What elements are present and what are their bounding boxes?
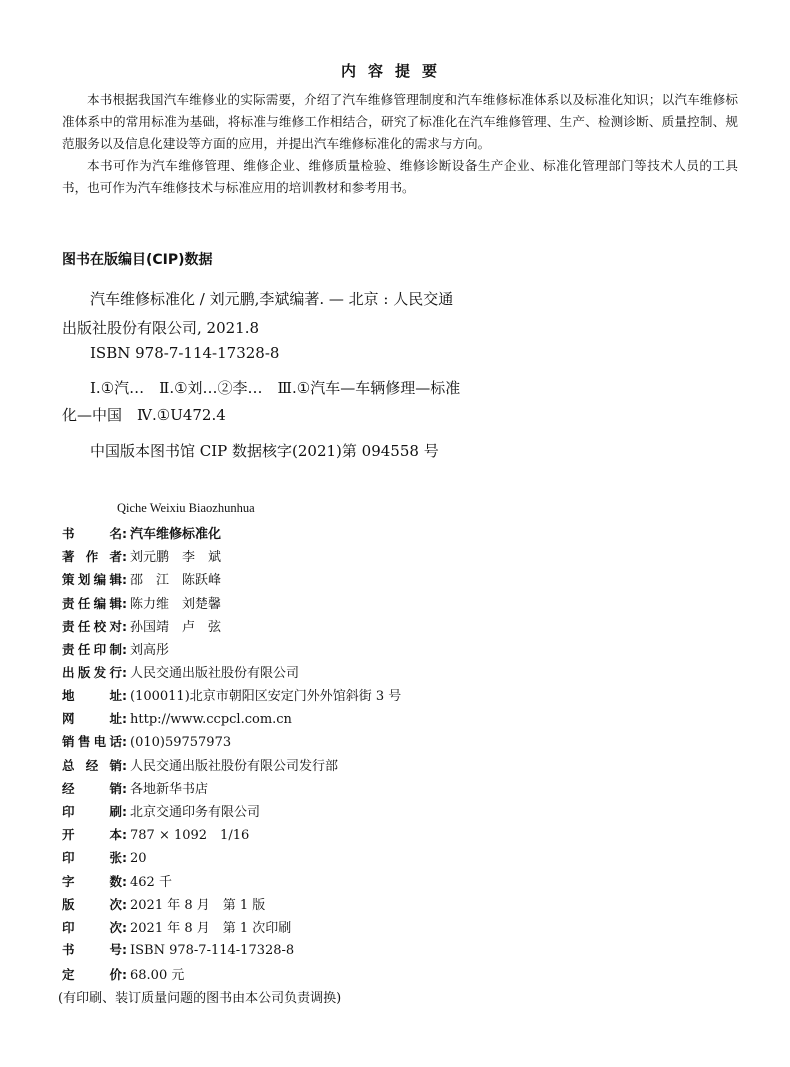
info-value: 邵 江 陈跃峰 [130,573,222,589]
cip-line-classification-cont: 化—中国 Ⅳ.①U472.4 [62,406,226,424]
summary-paragraph-1: 本书根据我国汽车维修业的实际需要，介绍了汽车维修管理制度和汽车维修标准体系以及标准化知识；以汽车维修标准体系中的常用标准为基础，将标准与维修工作相结合，研究了标准化在汽车维修管理、生产、检测诊断、质量控制、规范服务以及信息化建设等方面的应用，并提出汽车维修标准化的需求与方向。 [62,92,738,151]
footnote: (有印刷、装订质量问题的图书由本公司负责调换) [58,991,342,1006]
info-label: 印刷 [62,804,122,820]
info-value: 2021 年 8 月 第 1 版 [130,898,266,913]
cip-heading: 图书在版编目(CIP)数据 [62,252,213,268]
info-value: 刘高彤 [130,642,170,658]
info-row-website: 网址 : http://www.ccpcl.com.cn [62,710,292,727]
info-value: 孙国靖 卢 弦 [130,619,222,635]
info-label: 总经销 [62,757,122,773]
cip-line-title: 汽车维修标准化 / 刘元鹏,李斌编著. — 北京 : 人民交通 [90,290,454,308]
info-label: 定价 [62,966,122,982]
info-value: 汽车维修标准化 [130,527,222,542]
info-label: 地址 [62,688,122,704]
info-value: (100011)北京市朝阳区安定门外外馆斜街 3 号 [130,689,402,705]
info-value: 刘元鹏 李 斌 [130,550,222,566]
info-label: 出版发行 [62,665,122,681]
info-row-impression: 印次 : 2021 年 8 月 第 1 次印刷 [62,917,401,940]
info-row-isbn: 书号 : ISBN 978-7-114-17328-8 [62,942,295,959]
cip-line-isbn: ISBN 978-7-114-17328-8 [90,344,280,362]
info-row-general-distributor: 总经销 : 人民交通出版社股份有限公司发行部 [62,755,401,778]
info-label: 责任校对 [62,618,122,634]
info-value: 各地新华书店 [130,782,209,798]
info-label: 书名 [62,526,122,541]
summary-title: 内容提要 [340,62,449,80]
cip-line-verification: 中国版本图书馆 CIP 数据核字(2021)第 094558 号 [90,442,439,460]
info-value: 787 × 1092 1/16 [130,828,250,844]
info-value: 68.00 元 [130,967,185,983]
info-value: 陈力维 刘楚馨 [130,596,222,612]
info-value: ISBN 978-7-114-17328-8 [130,943,295,959]
info-row-printer: 印刷 : 北京交通印务有限公司 [62,801,401,824]
info-value: (010)59757973 [130,734,232,750]
info-label: 印张 [62,849,122,865]
info-label: 策划编辑 [62,572,122,588]
info-label: 责任印制 [62,641,122,657]
info-row-sales-phone: 销售电话 : (010)59757973 [62,733,232,750]
info-row-distributor: 经销 : 各地新华书店 [62,778,401,801]
info-row-word-count: 字数 : 462 千 [62,871,401,894]
cip-line-publisher: 出版社股份有限公司, 2021.8 [62,319,260,337]
pinyin-title: Qiche Weixiu Biaozhunhua [117,501,255,515]
info-row-address: 地址 : (100011)北京市朝阳区安定门外外馆斜街 3 号 [62,685,401,708]
info-label: 印次 [62,920,122,936]
info-value: 2021 年 8 月 第 1 次印刷 [130,921,292,937]
info-label: 开本 [62,827,122,843]
info-row-price: 定价 : 68.00 元 [62,964,401,987]
info-value: 北京交通印务有限公司 [130,805,261,821]
info-label: 书号 [62,942,122,958]
info-value: 人民交通出版社股份有限公司发行部 [130,758,339,774]
info-row-responsible-editor: 责任编辑 : 陈力维 刘楚馨 [62,593,401,616]
info-label: 著作者 [62,549,122,565]
info-row-proofreader: 责任校对 : 孙国靖 卢 弦 [62,616,401,639]
info-row-sheets: 印张 : 20 [62,849,147,866]
info-value: 20 [130,850,147,866]
info-row-title: 书名 : 汽车维修标准化 [62,523,401,546]
info-label: 网址 [62,710,122,726]
info-label: 版次 [62,897,122,912]
info-label: 字数 [62,873,122,889]
info-label: 销售电话 [62,733,122,749]
info-value: 人民交通出版社股份有限公司 [130,666,300,682]
info-row-publisher: 出版发行 : 人民交通出版社股份有限公司 [62,662,401,685]
info-value: http://www.ccpcl.com.cn [130,711,292,727]
info-row-edition: 版次 : 2021 年 8 月 第 1 版 [62,894,401,917]
publication-info [62,523,401,987]
info-row-print-supervisor: 责任印制 : 刘高彤 [62,639,401,662]
info-row-authors: 著作者 : 刘元鹏 李 斌 [62,546,401,569]
cip-line-classification: Ⅰ.①汽… Ⅱ.①刘…②李… Ⅲ.①汽车—车辆修理—标准 [90,379,461,397]
info-row-format: 开本 : 787 × 1092 1/16 [62,824,401,847]
info-value: 462 千 [130,874,172,890]
summary-paragraph-2: 本书可作为汽车维修管理、维修企业、维修质量检验、维修诊断设备生产企业、标准化管理部门等技术人员的工具书，也可作为汽车维修技术与标准应用的培训教材和参考用书。 [62,158,738,195]
info-row-planning-editor: 策划编辑 : 邵 江 陈跃峰 [62,569,401,592]
info-label: 责任编辑 [62,595,122,611]
info-label: 经销 [62,781,122,797]
